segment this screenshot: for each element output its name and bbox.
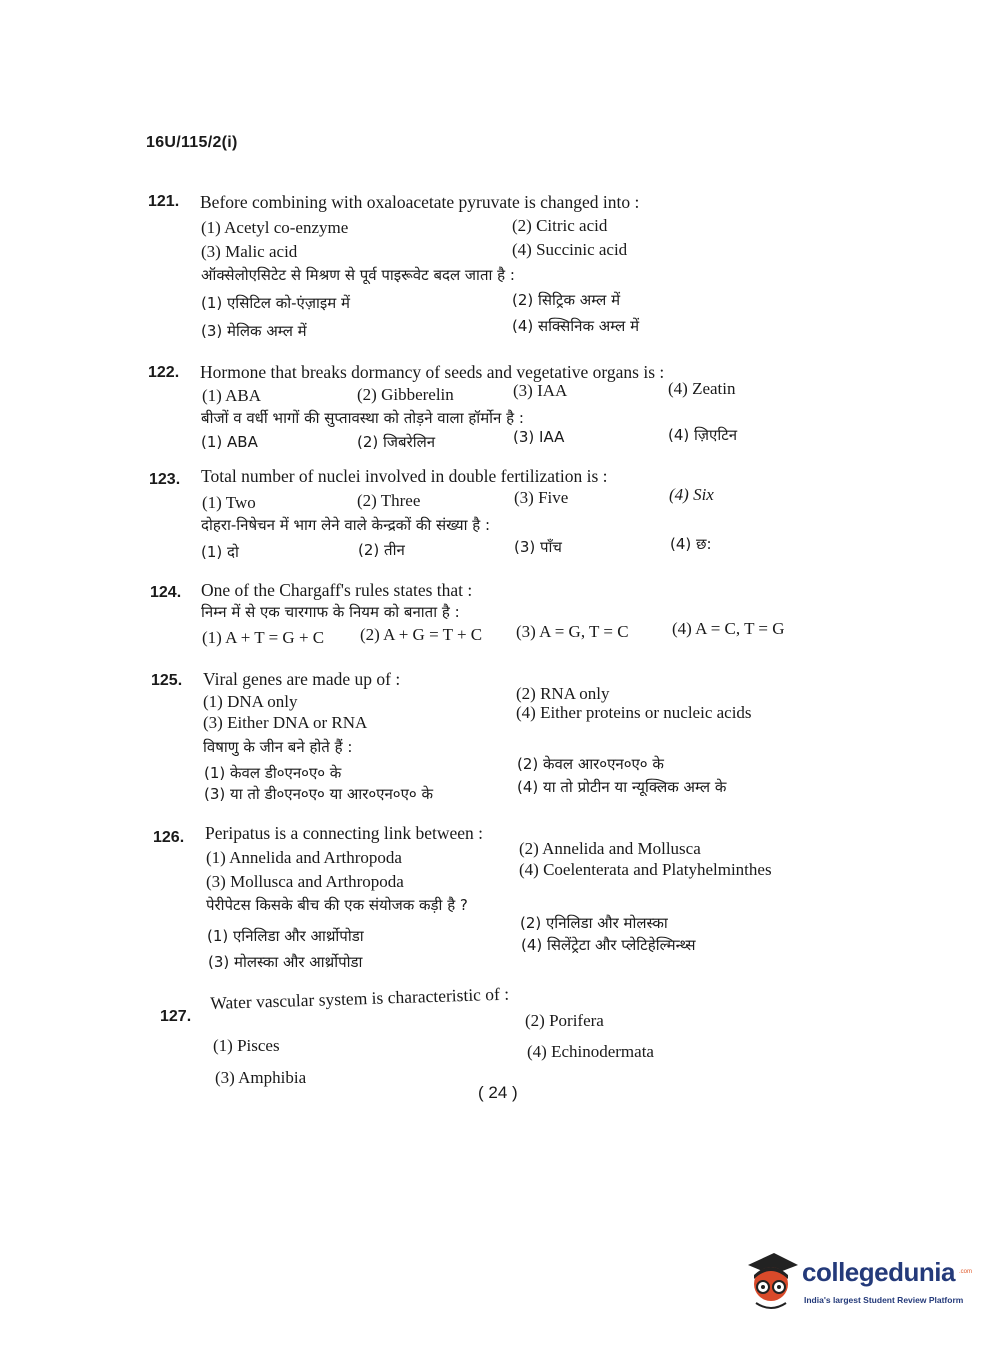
question-text: Hormone that breaks dormancy of seeds and vegetative organs is :	[200, 362, 665, 382]
option-3-hindi: (3) IAA	[513, 428, 565, 446]
option-2-hindi: (2) जिबरेलिन	[357, 433, 436, 451]
question-text-hindi: ऑक्सेलोएसिटेट से मिश्रण से पूर्व पाइरूवेट बदल जाता है :	[201, 266, 515, 284]
option-4: (4) Coelenterata and Platyhelminthes	[519, 860, 772, 879]
option-1: (1) Pisces	[213, 1036, 280, 1055]
option-2: (2) RNA only	[516, 684, 610, 703]
option-1-hindi: (1) दो	[201, 543, 239, 561]
page-number: ( 24 )	[478, 1083, 518, 1102]
option-4-hindi: (4) सक्सिनिक अम्ल में	[512, 317, 640, 335]
option-1: (1) A + T = G + C	[202, 628, 325, 647]
option-3: (3) Malic acid	[201, 242, 298, 261]
option-4: (4) Either proteins or nucleic acids	[516, 703, 752, 722]
question-text: One of the Chargaff's rules states that :	[201, 580, 473, 600]
option-4: (4) Zeatin	[668, 379, 736, 398]
option-1-hindi: (1) केवल डी०एन०ए० के	[204, 764, 342, 782]
question-number: 121.	[148, 193, 180, 210]
question-text: Before combining with oxaloacetate pyruvate is changed into :	[200, 192, 640, 212]
logo-suffix: .com	[959, 1269, 973, 1275]
question-number: 126.	[153, 829, 185, 846]
option-1-hindi: (1) एसिटिल को-एंज़ाइम में	[201, 294, 350, 312]
question-text-hindi: दोहरा-निषेचन में भाग लेने वाले केन्द्रकों की संख्या है :	[201, 516, 491, 534]
question-text-hindi: पेरीपेटस किसके बीच की एक संयोजक कड़ी है ?	[206, 896, 468, 914]
option-4: (4) Echinodermata	[527, 1042, 654, 1061]
option-2-hindi: (2) सिट्रिक अम्ल में	[512, 291, 621, 309]
option-4-hindi: (4) सिलेंट्रेटा और प्लेटिहेल्मिन्थ्स	[521, 936, 696, 954]
option-2-hindi: (2) एनिलिडा और मोलस्का	[520, 914, 668, 932]
option-4-hindi: (4) छ:	[670, 535, 712, 553]
question-number: 123.	[149, 471, 181, 488]
option-2: (2) Porifera	[525, 1011, 604, 1030]
question-text: Water vascular system is characteristic of :	[210, 983, 510, 1013]
option-4: (4) Succinic acid	[512, 240, 628, 259]
paper-code: 16U/115/2(i)	[146, 134, 238, 151]
question-number: 127.	[160, 1008, 192, 1025]
question-number: 122.	[148, 364, 180, 381]
logo-wordmark: collegedunia	[802, 1257, 955, 1287]
question-text: Total number of nuclei involved in double fertilization is :	[201, 466, 608, 486]
option-2: (2) A + G = T + C	[360, 625, 483, 644]
mascot-icon	[742, 1251, 800, 1313]
option-1-hindi: (1) एनिलिडा और आर्थ्रोपोडा	[207, 927, 364, 945]
option-1-hindi: (1) ABA	[201, 433, 258, 451]
option-1: (1) Two	[202, 493, 256, 512]
collegedunia-logo	[742, 1251, 972, 1313]
option-3: (3) A = G, T = C	[516, 622, 629, 641]
option-1: (1) ABA	[202, 386, 262, 405]
question-number: 124.	[150, 584, 182, 601]
option-2: (2) Gibberelin	[357, 385, 454, 404]
option-4: (4) A = C, T = G	[672, 619, 785, 638]
option-2-hindi: (2) तीन	[358, 541, 405, 559]
option-3: (3) Either DNA or RNA	[203, 713, 368, 732]
question-text: Viral genes are made up of :	[203, 669, 401, 689]
option-1: (1) Acetyl co-enzyme	[201, 218, 349, 237]
option-4: (4) Six	[669, 485, 714, 504]
option-2: (2) Three	[357, 491, 421, 510]
option-2-hindi: (2) केवल आर०एन०ए० के	[517, 755, 664, 773]
option-3: (3) Amphibia	[215, 1068, 307, 1087]
option-3-hindi: (3) या तो डी०एन०ए० या आर०एन०ए० के	[204, 785, 433, 803]
option-4-hindi: (4) ज़िएटिन	[668, 426, 738, 444]
option-3: (3) IAA	[513, 381, 568, 400]
question-text: Peripatus is a connecting link between :	[205, 823, 483, 843]
option-3-hindi: (3) मोलस्का और आर्थ्रोपोडा	[208, 953, 363, 971]
option-3: (3) Mollusca and Arthropoda	[206, 872, 404, 891]
option-1: (1) Annelida and Arthropoda	[206, 848, 402, 867]
question-text-hindi: बीजों व वर्धी भागों की सुप्तावस्था को तोड़ने वाला हॉर्मोन है :	[201, 409, 524, 427]
option-2: (2) Citric acid	[512, 216, 608, 235]
option-1: (1) DNA only	[203, 692, 298, 711]
option-3: (3) Five	[514, 488, 569, 507]
option-3-hindi: (3) पाँच	[514, 538, 562, 556]
question-text-hindi: निम्न में से एक चारगाफ के नियम को बनाता है :	[201, 603, 460, 621]
option-3-hindi: (3) मेलिक अम्ल में	[201, 322, 307, 340]
question-number: 125.	[151, 672, 183, 689]
option-4-hindi: (4) या तो प्रोटीन या न्यूक्लिक अम्ल के	[517, 778, 727, 796]
option-2: (2) Annelida and Mollusca	[519, 839, 701, 858]
logo-tagline: India's largest Student Review Platform	[804, 1295, 964, 1305]
question-text-hindi: विषाणु के जीन बने होते हैं :	[203, 738, 353, 756]
